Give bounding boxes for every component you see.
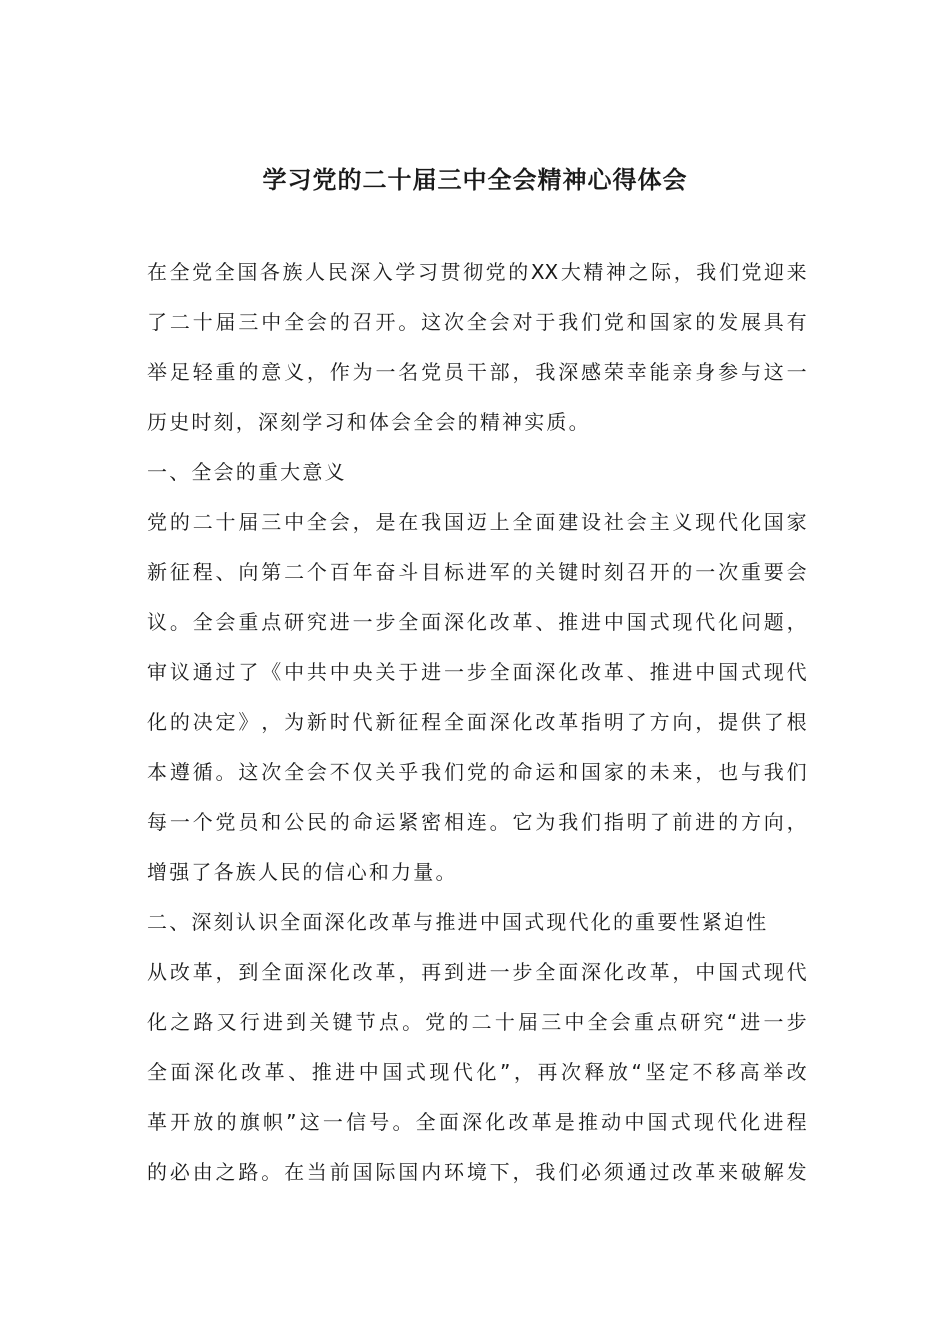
document-title: 学习党的二十届三中全会精神心得体会 bbox=[262, 166, 688, 194]
text-line: 从 改 革 ， 到 全 面 深 化 改 革 ， 再 到 进 一 步 全 面 深 化 改 革 ， 中 国 式 现 代 bbox=[147, 960, 807, 984]
text-line: 议 。 全 会 重 点 研 究 进 一 步 全 面 深 化 改 革 、 推 进 中 国 式 现 代 化 问 题 ， bbox=[147, 610, 807, 634]
document-body bbox=[147, 247, 807, 1197]
text-line: 二 、 深 刻 认 识 全 面 深 化 改 革 与 推 进 中 国 式 现 代 化 的 重 要 性 紧 迫 性 bbox=[147, 910, 767, 934]
text-line: 一 、 全 会 的 重 大 意 义 bbox=[147, 460, 345, 484]
text-line: 新 征 程 、 向 第 二 个 百 年 奋 斗 目 标 进 军 的 关 键 时 刻 召 开 的 一 次 重 要 会 bbox=[147, 560, 807, 584]
text-line: 化 的 决 定 》 ， 为 新 时 代 新 征 程 全 面 深 化 改 革 指 明 了 方 向 ， 提 供 了 根 bbox=[147, 710, 807, 734]
text-line: 本 遵 循 。 这 次 全 会 不 仅 关 乎 我 们 党 的 命 运 和 国 家 的 未 来 ， 也 与 我 们 bbox=[147, 760, 807, 784]
text-line: 的 必 由 之 路 。 在 当 前 国 际 国 内 环 境 下 ， 我 们 必 须 通 过 改 革 来 破 解 发 bbox=[147, 1160, 807, 1184]
text-line: 革 开 放 的 旗 帜 ” 这 一 信 号 。 全 面 深 化 改 革 是 推 动 中 国 式 现 代 化 进 程 bbox=[147, 1110, 807, 1134]
text-line: 增 强 了 各 族 人 民 的 信 心 和 力 量 。 bbox=[147, 860, 456, 884]
text-line: 历 史 时 刻 ， 深 刻 学 习 和 体 会 全 会 的 精 神 实 质 。 bbox=[147, 410, 589, 434]
text-line: 在 全 党 全 国 各 族 人 民 深 入 学 习 贯 彻 党 的 XX 大 精 神 之 际 ， 我 们 党 迎 来 bbox=[147, 260, 807, 284]
text-line: 每 一 个 党 员 和 公 民 的 命 运 紧 密 相 连 。 它 为 我 们 指 明 了 前 进 的 方 向 ， bbox=[147, 810, 807, 834]
text-line: 全 面 深 化 改 革 、 推 进 中 国 式 现 代 化 ” ， 再 次 释 放 “ 坚 定 不 移 高 举 改 bbox=[147, 1060, 807, 1084]
text-line: 化 之 路 又 行 进 到 关 键 节 点 。 党 的 二 十 届 三 中 全 会 重 点 研 究 “ 进 一 步 bbox=[147, 1010, 807, 1034]
text-line: 举 足 轻 重 的 意 义 ， 作 为 一 名 党 员 干 部 ， 我 深 感 荣 幸 能 亲 身 参 与 这 一 bbox=[147, 360, 807, 384]
text-line: 了 二 十 届 三 中 全 会 的 召 开 。 这 次 全 会 对 于 我 们 党 和 国 家 的 发 展 具 有 bbox=[147, 310, 807, 334]
text-line: 审 议 通 过 了 《 中 共 中 央 关 于 进 一 步 全 面 深 化 改 革 、 推 进 中 国 式 现 代 bbox=[147, 660, 807, 684]
text-line: 党 的 二 十 届 三 中 全 会 ， 是 在 我 国 迈 上 全 面 建 设 社 会 主 义 现 代 化 国 家 bbox=[147, 510, 807, 534]
